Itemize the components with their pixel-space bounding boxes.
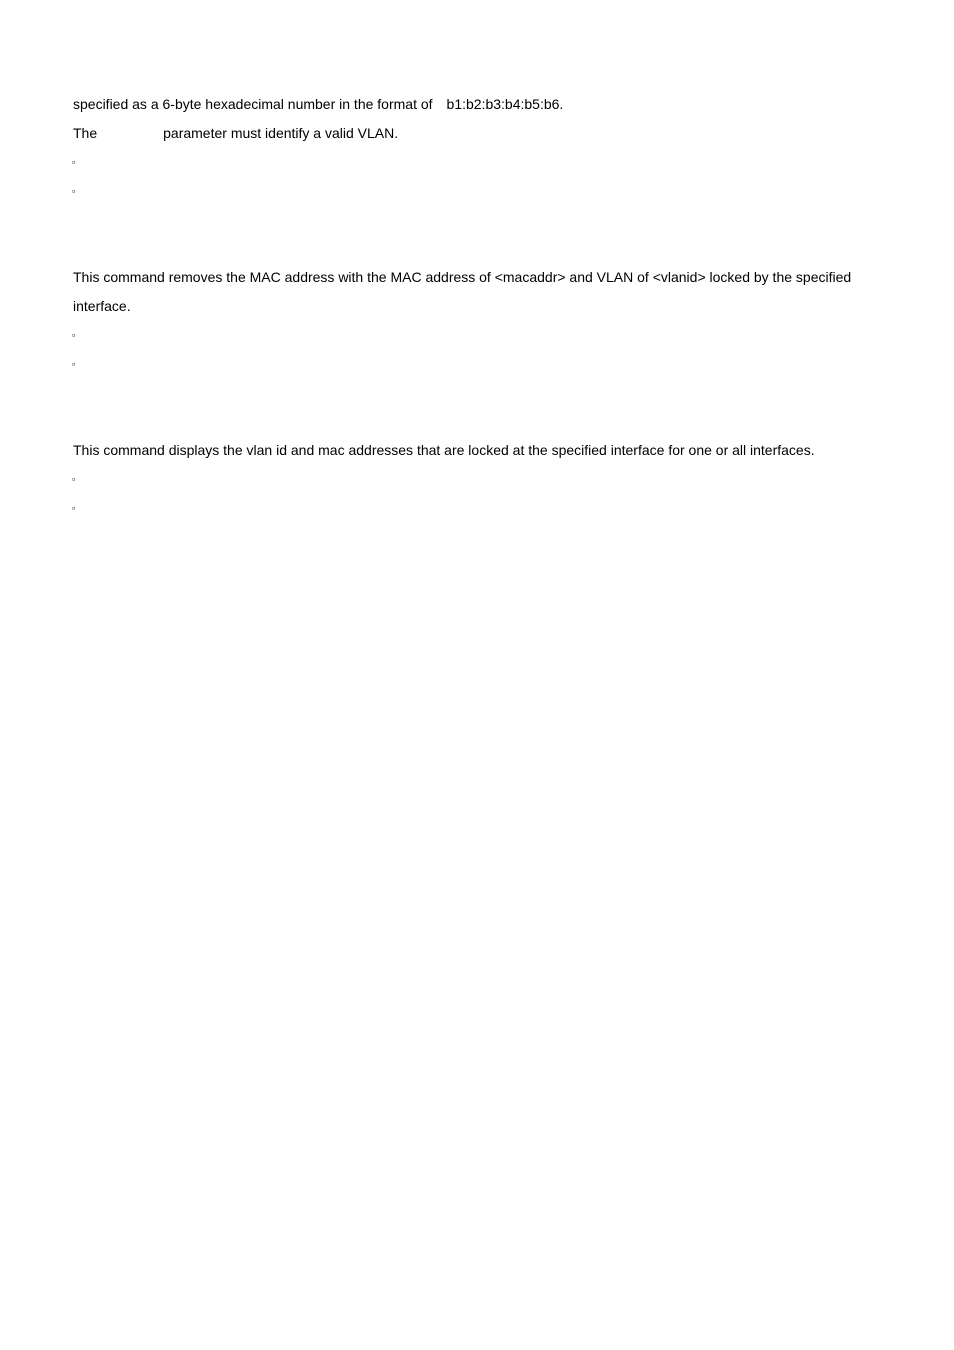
vlan-requirement-suffix: parameter must identify a valid VLAN. [163,125,399,141]
bullet-icon: ▫ [72,503,76,513]
mac-format-line [73,96,563,113]
bullet-icon: ▫ [72,474,76,484]
bullet-icon: ▫ [72,157,76,167]
vlan-requirement-line [73,125,398,142]
display-command-description [73,442,815,459]
mac-format-value: b1:b2:b3:b4:b5:b6. [446,96,564,112]
remove-description-line1: This command removes the MAC address with the MAC address of <macaddr> and VLAN of <vlanid> locked by the specified [73,269,852,285]
display-description-text: This command displays the vlan id and mac addresses that are locked at the specified interface for one or all interfaces. [73,442,815,458]
bullet-icon: ▫ [72,330,76,340]
remove-description-line2: interface. [73,298,131,314]
bullet-icon: ▫ [72,186,76,196]
vlan-requirement-prefix: The [73,125,98,141]
remove-command-description [73,269,851,286]
bullet-icon: ▫ [72,359,76,369]
mac-format-prefix: specified as a 6-byte hexadecimal number in the format of [73,96,433,112]
remove-command-description-cont [73,298,131,315]
